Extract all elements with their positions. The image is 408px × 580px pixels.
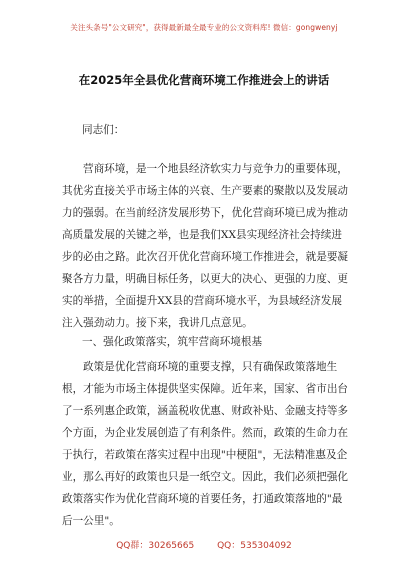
section-heading-1: 一、强化政策落实，筑牢营商环境根基 bbox=[82, 336, 263, 348]
footer-contact bbox=[0, 538, 408, 551]
header-note: 关注头条号"公文研究"，获得最新最全最专业的公文资料库! 微信：gongwenyj bbox=[70, 23, 338, 32]
footer-qq: QQ：535304092 bbox=[217, 541, 292, 551]
salutation: 同志们： bbox=[82, 124, 125, 136]
paragraph-policy: 政策是优化营商环境的重要支撑，只有确保政策落地生根，才能为市场主体提供坚实保障。近年来，国家、省市出台了一系列惠企政策，涵盖税收优惠、财政补贴、金融支持等多个方面，为企业发展创造了有利条件。然而，政策的生命力在于执行，若政策在落实过程中出现"中梗阻"，无法精准惠及企业，那么再好的政策也只是一纸空文。因此，我们必须把强化政策落实作为优化营商环境的首要任务，打通政策落地的"最后一公里"。 bbox=[62, 361, 349, 527]
paragraph-intro: 营商环境，是一个地县经济软实力与竞争力的重要体现，其优劣直接关乎市场主体的兴衰、生产要素的聚散以及发展动力的强弱。在当前经济发展形势下，优化营商环境已成为推动高质量发展的关键之举，也是我们XX县实现经济社会持续进步的必由之路。此次召开优化营商环境工作推进会，就是要凝聚各方力量，明确目标任务，以更大的决心、更强的力度、更实的举措，全面提升XX县的营商环境水平，为县域经济发展注入强劲动力。接下来，我讲几点意见。 bbox=[62, 163, 349, 329]
document-title: 在2025年全县优化营商环境工作推进会上的讲话 bbox=[78, 73, 330, 87]
footer-qq-group: QQ群：30265665 bbox=[116, 541, 195, 551]
